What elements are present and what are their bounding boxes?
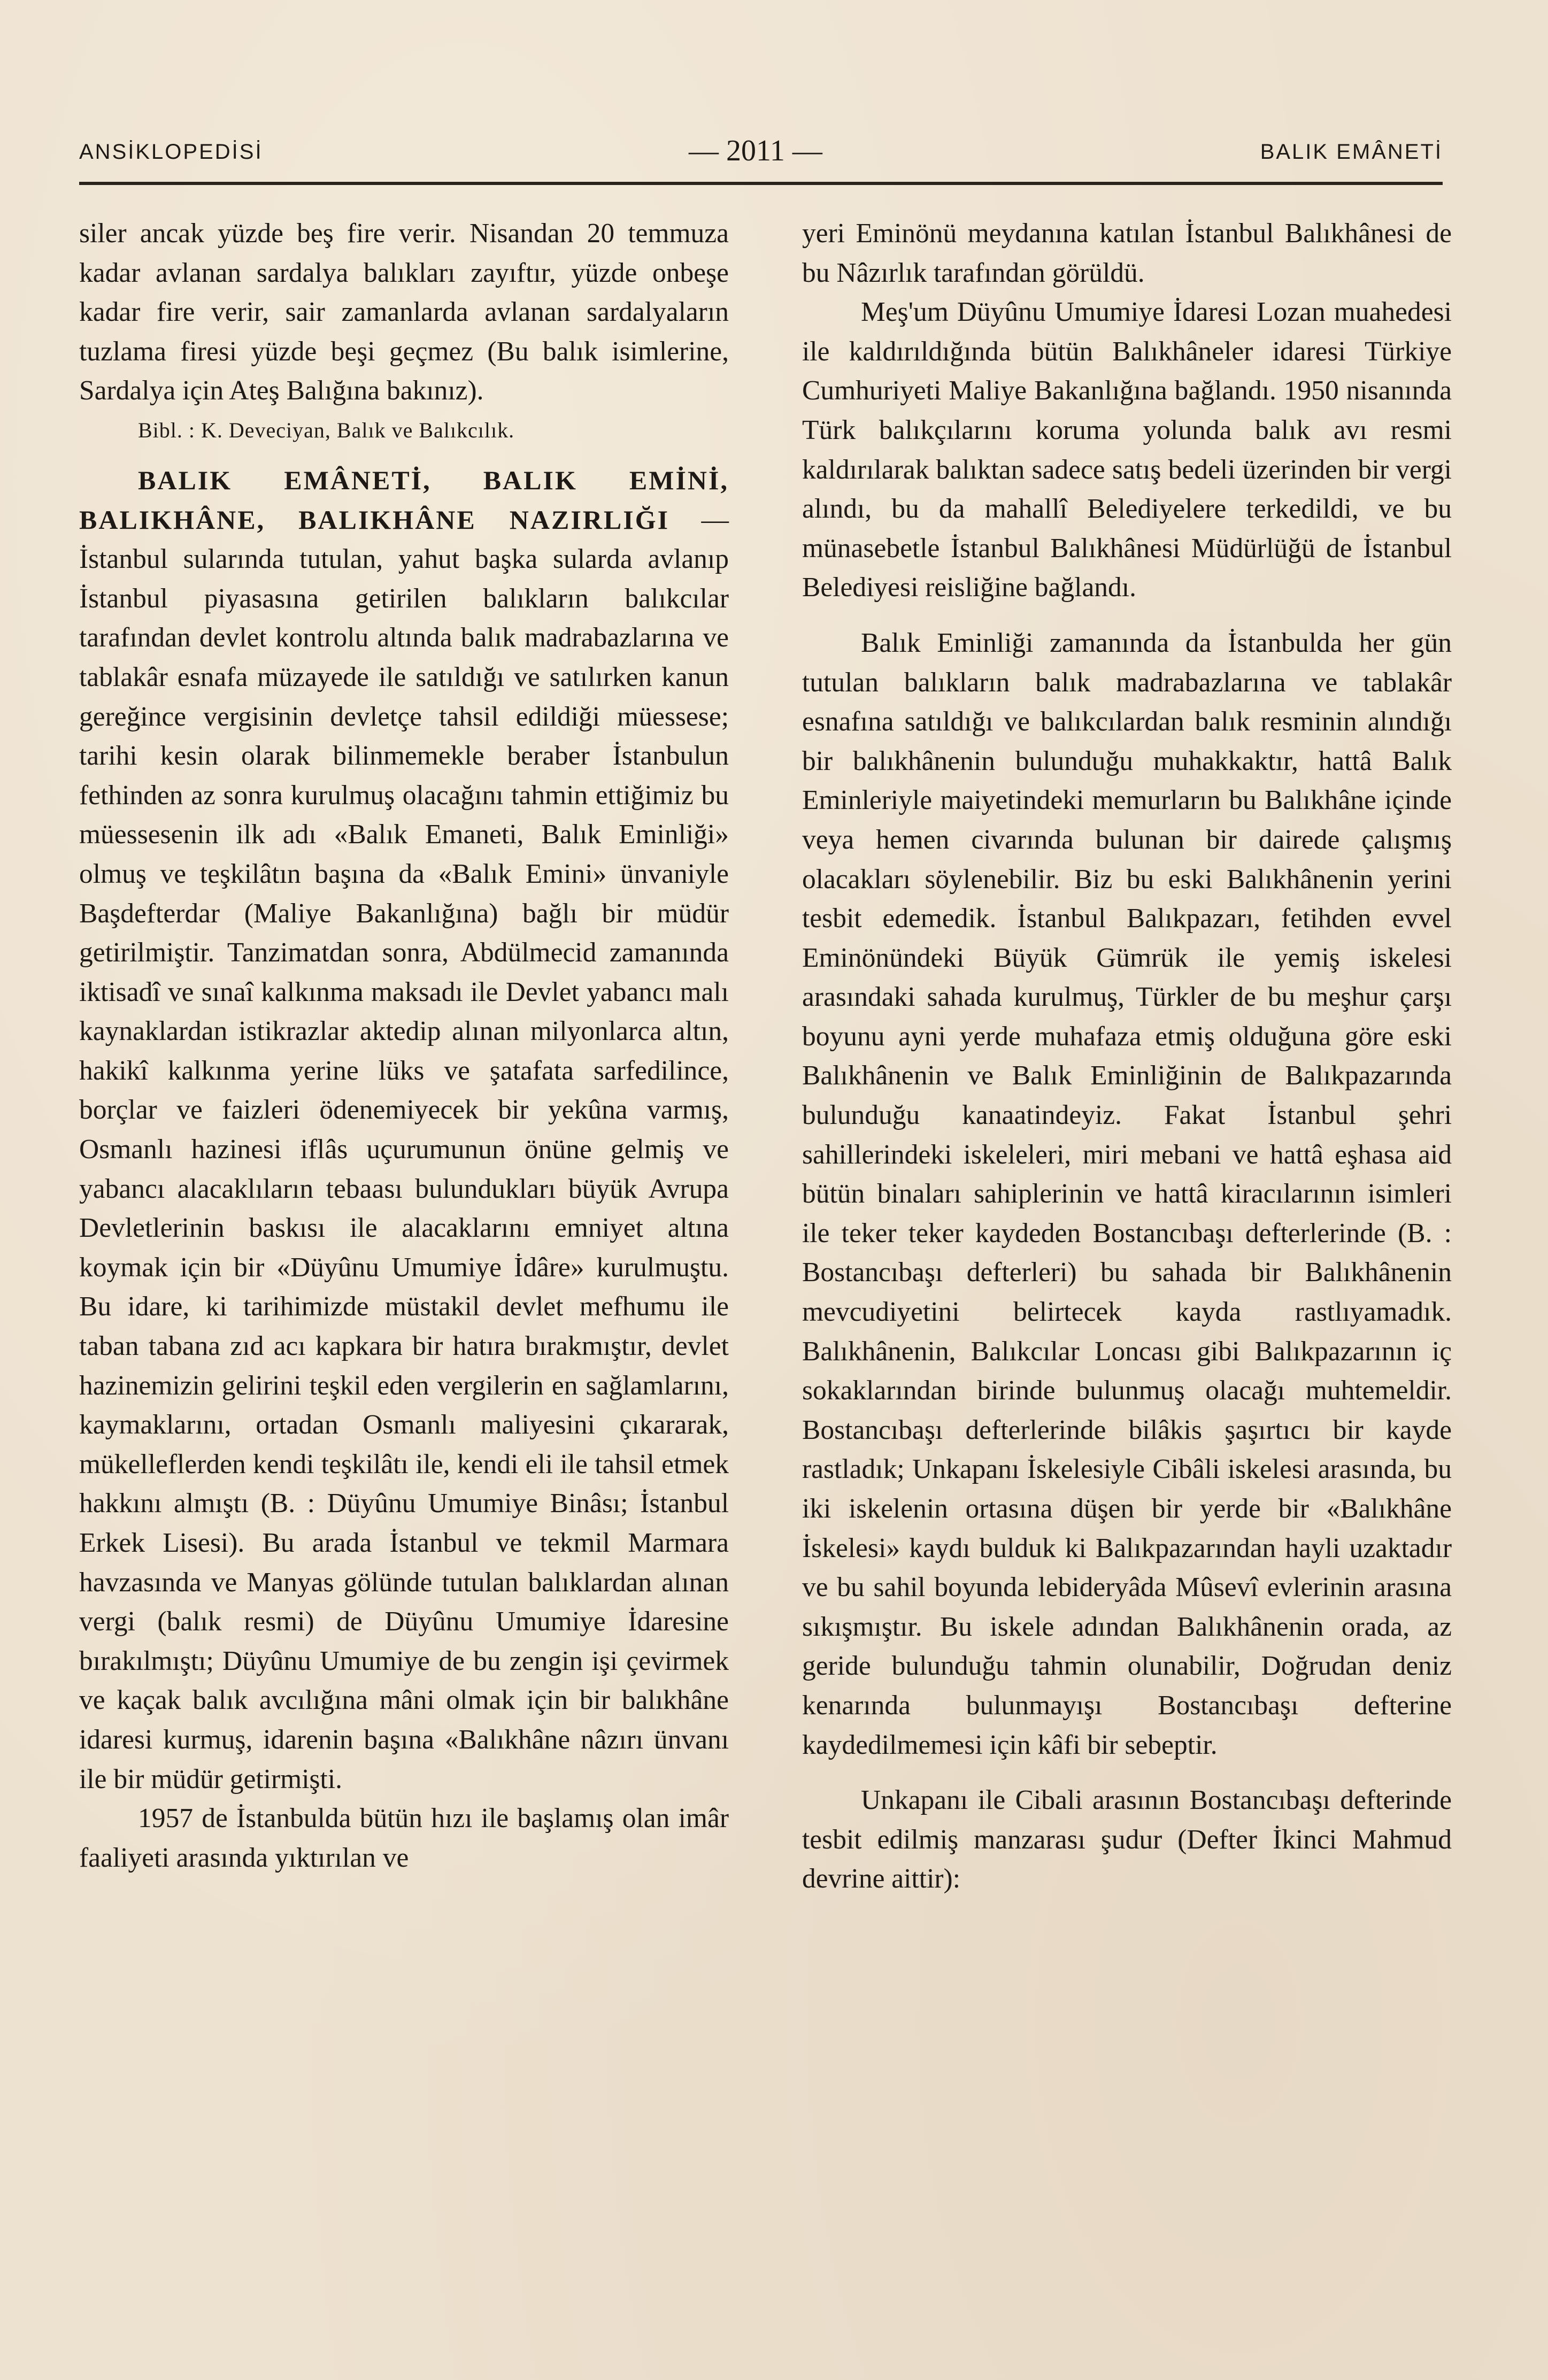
paragraph: Unkapanı ile Cibali arasının Bostancıbaşı defterinde tesbit edilmiş manzarası şudur (Defter İkinci Mahmud devrine aittir): [802,1785,1452,1894]
paragraph: Meş'um Düyûnu Umumiye İdaresi Lozan muahedesi ile kaldırıldığında bütün Balıkhâneler idaresi Türkiye Cumhuriyeti Maliye Bakanlığına bağlandı. 1950 nisanında Türk balıkçılarını koruma yolunda balık avı resmi kaldırılarak balıktan sadece satış bedeli üzerinden bir vergi alındı, bu da mahallî Belediyelere terkedildi, ve bu münasebetle İstanbul Balıkhânesi Müdürlüğü de İstanbul Belediyesi reisliğine bağlandı. [802,297,1452,603]
entry-body: — İstanbul sularında tutulan, yahut başka sularda avlanıp İstanbul piyasasına getirilen balıkların balıkcılar tarafından devlet kontrolu altında balık madrabazlarına ve tablakâr esnafa müzayede ile satıldığı ve satılırken kanun gereğince vergisinin devletçe tahsil edildiği müessese; tarihi kesin olarak bilinmemekle beraber İstanbulun fethinden az sonra kurulmuş olacağını tahmin ettiğimiz bu müessesenin ilk adı «Balık Emaneti, Balık Eminliği» olmuş ve teşkilâtın başına da «Balık Emini» ünvaniyle Başdefterdar (Maliye Bakanlığına) bağlı bir müdür getirilmiştir. Tanzimatdan sonra, Abdülmecid zamanında iktisadî ve sınaî kalkınma maksadı ile Devlet yabancı malı kaynaklardan istikrazlar aktedip alınan milyonlarca altın, hakikî kalkınma yerine lüks ve şatafata sarfedilince, borçlar ve faizleri ödenemiyecek bir yekûna varmış, Osmanlı hazinesi iflâs uçurumunun önüne gelmiş ve yabancı alacaklıların tebaası bulundukları büyük Avrupa Devletlerinin baskısı ile alacaklarını emniyet altına koymak için bir «Düyûnu Umumiye İdâre» kurulmuştu. Bu idare, ki tarihimizde müstakil devlet mefhumu ile taban tabana zıd acı kapkara bir hatıra bırakmıştır, devlet hazinemizin gelirini teşkil eden vergilerin en sağlamlarını, kaymaklarını, ortadan Osmanlı maliyesini çıkararak, mükelleflerden kendi teşkilâtı ile, kendi eli ile tahsil etmek hakkını almıştı (B. : Düyûnu Umumiye Binâsı; İstanbul Erkek Lisesi). Bu arada İstanbul ve tekmil Marmara havzasında ve Manyas gölünde tutulan balıklardan alınan vergi (balık resmi) de Düyûnu Umumiye İdaresine bırakılmıştı; Düyûnu Umumiye de bu zengin işi çevirmek ve kaçak balık avcılığına mâni olmak için bir balıkhâne idaresi kurmuş, idarenin başına «Balıkhâne nâzırı ünvanı ile bir müdür getirmişti. [79,504,729,1794]
paragraph-continuation: siler ancak yüzde beş fire verir. Nisandan 20 temmuza kadar avlanan sardalya balıkları zayıftır, yüzde onbeşe kadar fire verir, sair zamanlarda avlanan sardalyaların tuzlama firesi yüzde beşi geçmez (Bu balık isimlerine, Sardalya için Ateş Balığına bakınız). [79,218,729,406]
header-rule [79,182,1443,185]
entry-headword: BALIK EMÂNETİ, BALIK EMİNİ, BALIKHÂNE, BALIKHÂNE NAZIRLIĞI [79,465,729,535]
paragraph: 1957 de İstanbulda bütün hızı ile başlamış olan imâr faaliyeti arasında yıktırılan ve [79,1803,729,1873]
page-number: — 2011 — [689,134,822,167]
header-left-title: ANSİKLOPEDİSİ [79,140,263,164]
paragraph: Balık Eminliği zamanında da İstanbulda her gün tutulan balıkların balık madrabazlarına ve tablakâr esnafına satıldığı ve balıkcılardan balık resminin alındığı bir balıkhânenin bulunduğu muhakkaktır, hattâ Balık Eminleriyle maiyetindeki memurların bu Balıkhâne içinde veya hemen civarında bulunan bir dairede çalışmış olacakları söylenebilir. Biz bu eski Balıkhânenin yerini tesbit edemedik. İstanbul Balıkpazarı, fetihden evvel Eminönündeki Büyük Gümrük ile yemiş iskelesi arasındaki sahada kurulmuş, Türkler de bu meşhur çarşı boyunu ayni yerde muhafaza etmiş olduğuna göre eski Balıkhânenin ve Balık Eminliğinin de Balıkpazarında bulunduğu kanaatindeyiz. Fakat İstanbul şehri sahillerindeki iskeleleri, miri mebani ve hattâ eşhasa aid bütün binaları sahiplerinin ve hattâ kiracılarının isimleri ile teker teker kaydeden Bostancıbaşı defterlerinde (B. : Bostancıbaşı defterleri) bu sahada bir Balıkhânenin mevcudiyetini belirtecek kayda rastlıyamadık. Balıkhânenin, Balıkcılar Loncası gibi Balıkpazarının iç sokaklarından birinde bulunmuş olacağı muhtemeldir. Bostancıbaşı defterlerinde bilâkis şaşırtıcı bir kayde rastladık; Unkapanı İskelesiyle Cibâli iskelesi arasında, bu iki iskelenin ortasına düşen bir yerde bir «Balıkhâne İskelesi» kaydı bulduk ki Balıkpazarından hayli uzaktadır ve bu sahil boyunda lebideryâda Mûsevî evlerinin arasına sıkışmıştır. Bu iskele adından Balıkhânenin orada, az geride bulunduğu tahmin olunabilir, Doğrudan deniz kenarında bulunmayışı Bostancıbaşı defterine kaydedilmemesi için kâfi bir sebeptir. [802,627,1452,1760]
header-right-title: BALIK EMÂNETİ [1260,140,1443,164]
running-header [79,134,1443,178]
right-column [802,214,1452,1899]
left-column [79,214,729,1877]
entry-paragraph [79,461,729,1799]
bibliography-line: Bibl. : K. Deveciyan, Balık ve Balıkcılık. [138,418,515,442]
paragraph-continuation: yeri Eminönü meydanına katılan İstanbul Balıkhânesi de bu Nâzırlık tarafından görüldü. [802,218,1452,288]
